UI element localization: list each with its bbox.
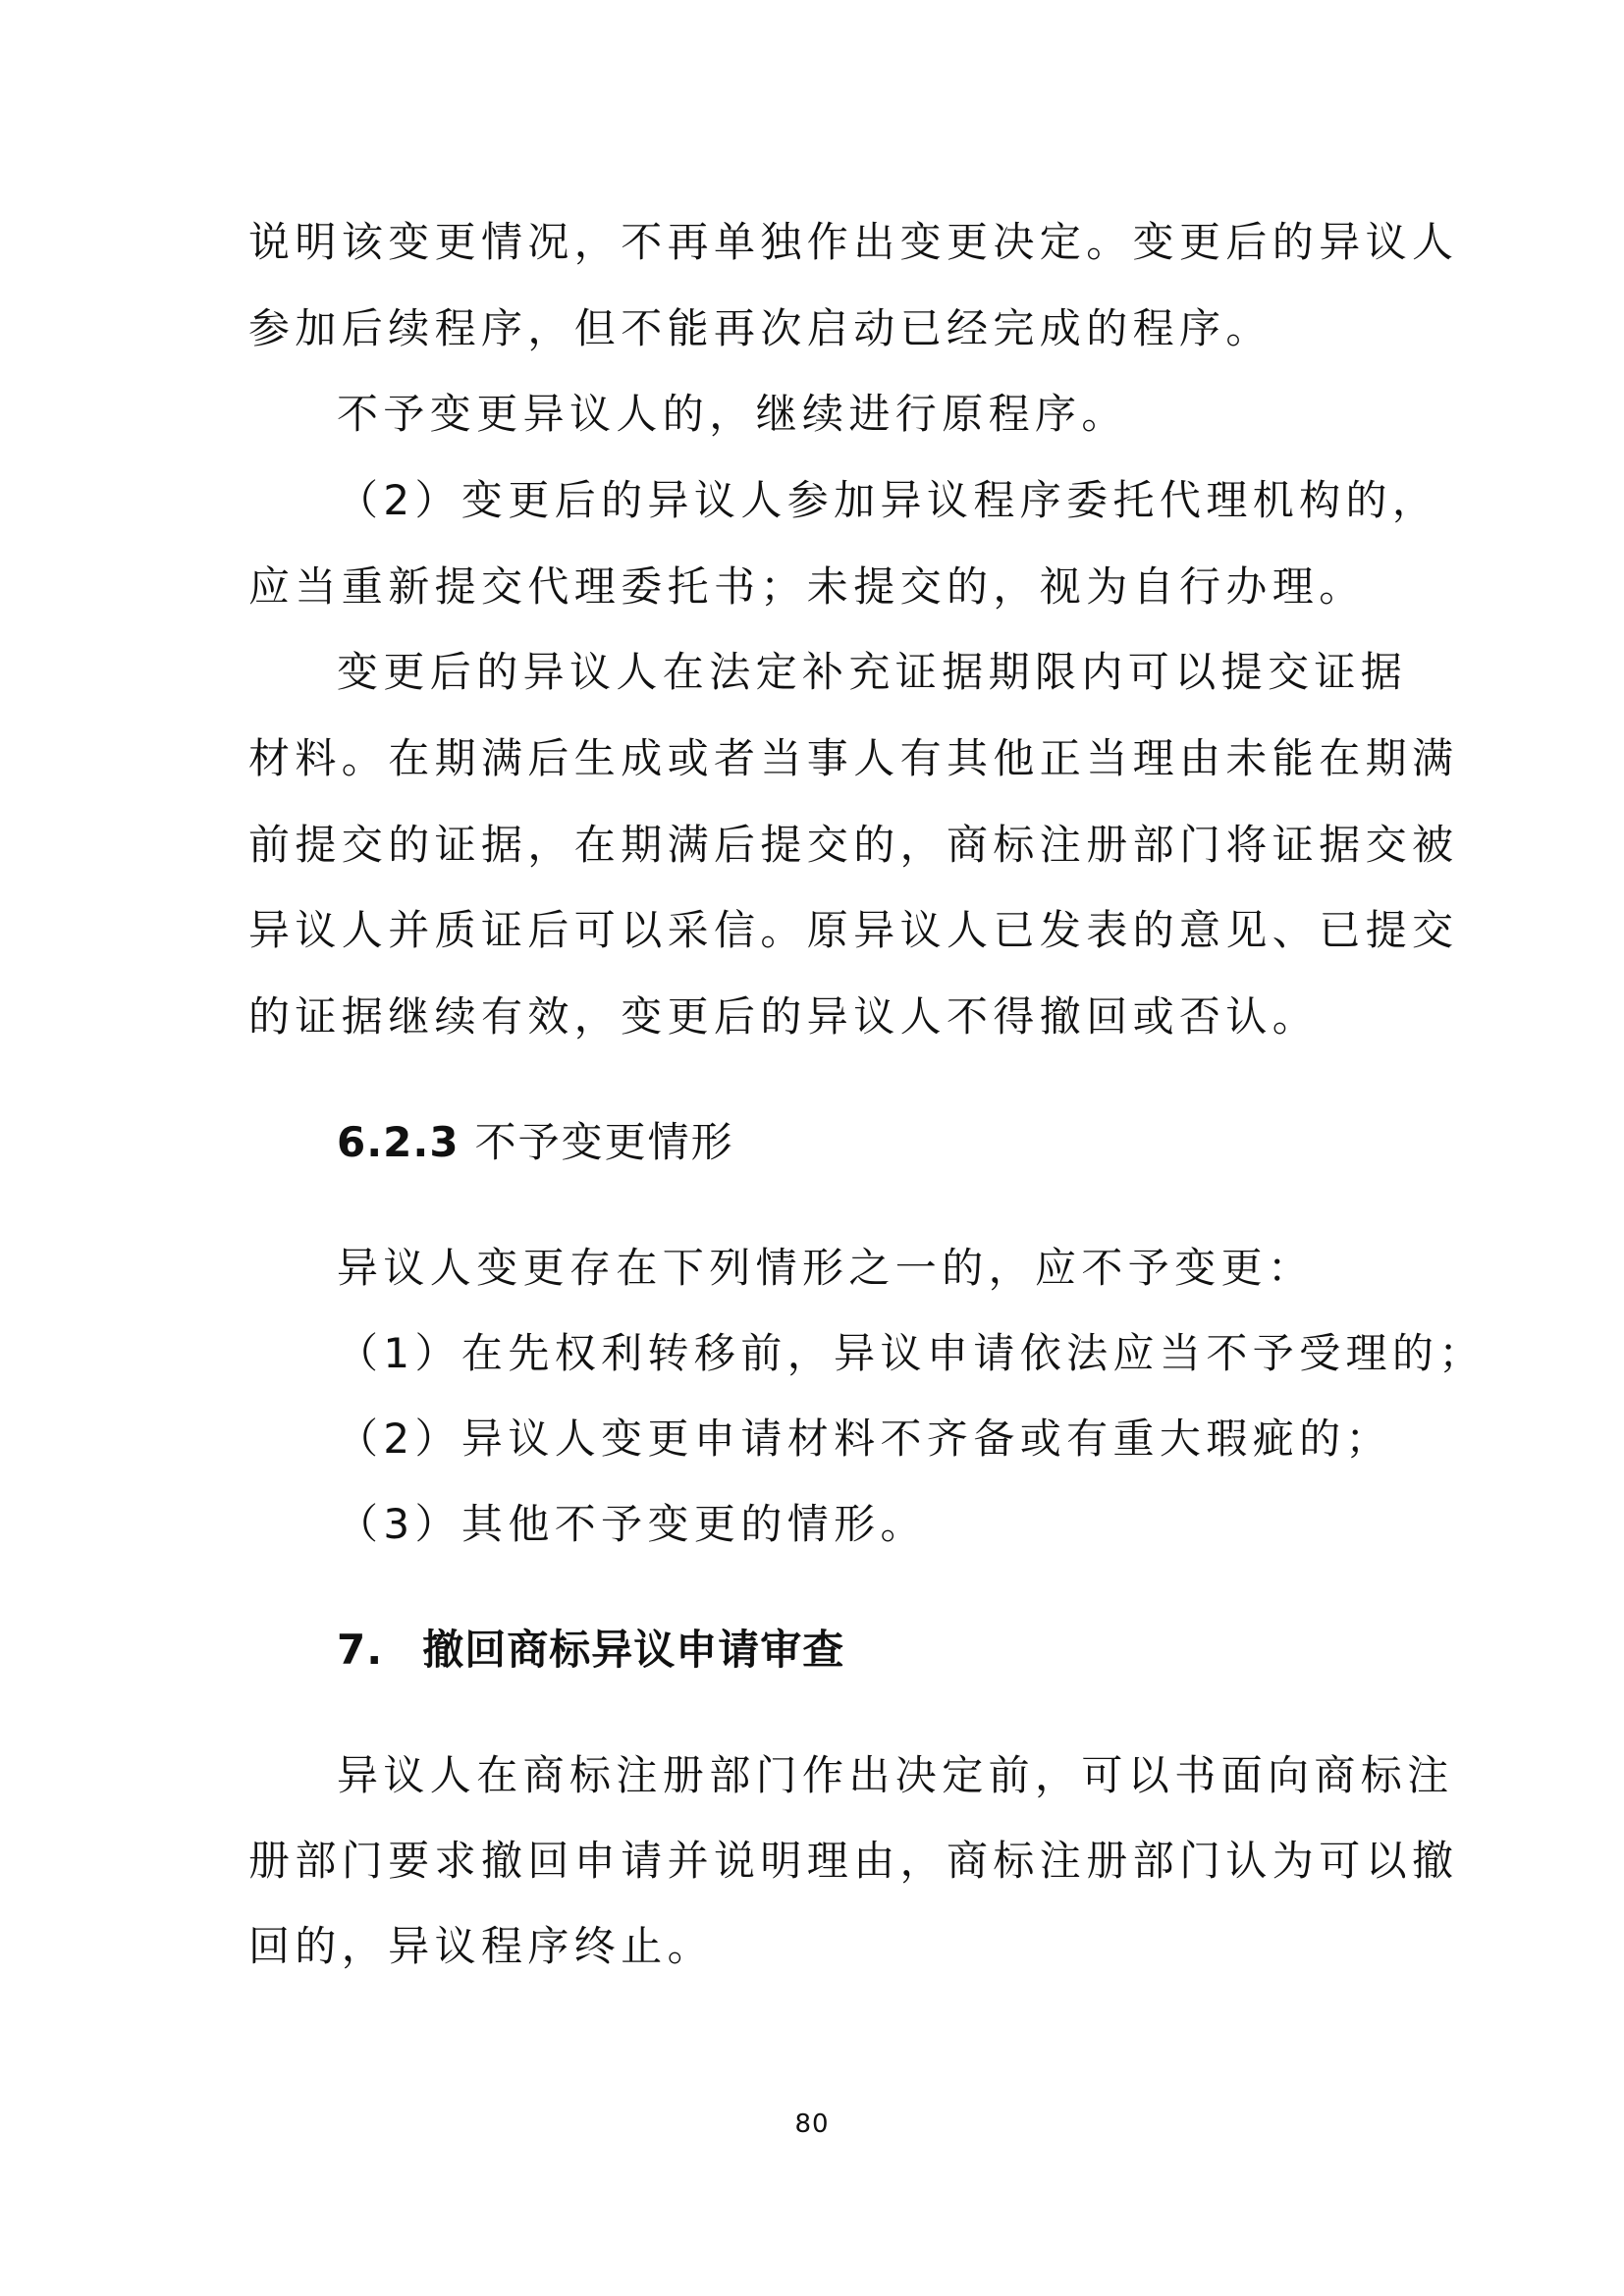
paragraph-line: 应当重新提交代理委托书；未提交的，视为自行办理。 xyxy=(248,562,1366,611)
list-item: （2）异议人变更申请材料不齐备或有重大瑕疵的； xyxy=(337,1415,1392,1463)
page-number: 80 xyxy=(794,2109,830,2139)
paragraph-line: 异议人在商标注册部门作出决定前，可以书面向商标注 xyxy=(337,1751,1454,1799)
list-intro: 异议人变更存在下列情形之一的，应不予变更： xyxy=(337,1244,1315,1292)
section-heading-6-2-3 xyxy=(337,1113,734,1172)
list-item: （3）其他不予变更的情形。 xyxy=(337,1500,927,1548)
paragraph-line: 回的，异议程序终止。 xyxy=(248,1922,715,1970)
paragraph-line: 的证据继续有效，变更后的异议人不得撤回或否认。 xyxy=(248,992,1320,1041)
paragraph-line: 册部门要求撤回申请并说明理由，商标注册部门认为可以撤 xyxy=(248,1837,1459,1885)
section-heading-7 xyxy=(337,1621,844,1680)
paragraph-line: 说明该变更情况，不再单独作出变更决定。变更后的异议人 xyxy=(248,218,1459,266)
paragraph-line: 不予变更异议人的，继续进行原程序。 xyxy=(337,390,1128,438)
paragraph-line: （2）变更后的异议人参加异议程序委托代理机构的， xyxy=(337,476,1439,524)
paragraph-line: 变更后的异议人在法定补充证据期限内可以提交证据 xyxy=(337,648,1408,696)
section-number: 7. xyxy=(337,1626,384,1674)
section-number: 6.2.3 xyxy=(337,1118,460,1166)
paragraph-line: 参加后续程序，但不能再次启动已经完成的程序。 xyxy=(248,304,1272,352)
paragraph-line: 异议人并质证后可以采信。原异议人已发表的意见、已提交 xyxy=(248,906,1459,954)
paragraph-line: 前提交的证据，在期满后提交的，商标注册部门将证据交被 xyxy=(248,821,1459,869)
section-title: 撤回商标异议申请审查 xyxy=(422,1626,845,1674)
paragraph-line: 材料。在期满后生成或者当事人有其他正当理由未能在期满 xyxy=(248,734,1459,782)
list-item: （1）在先权利转移前，异议申请依法应当不予受理的； xyxy=(337,1329,1486,1377)
section-title: 不予变更情形 xyxy=(474,1118,734,1166)
